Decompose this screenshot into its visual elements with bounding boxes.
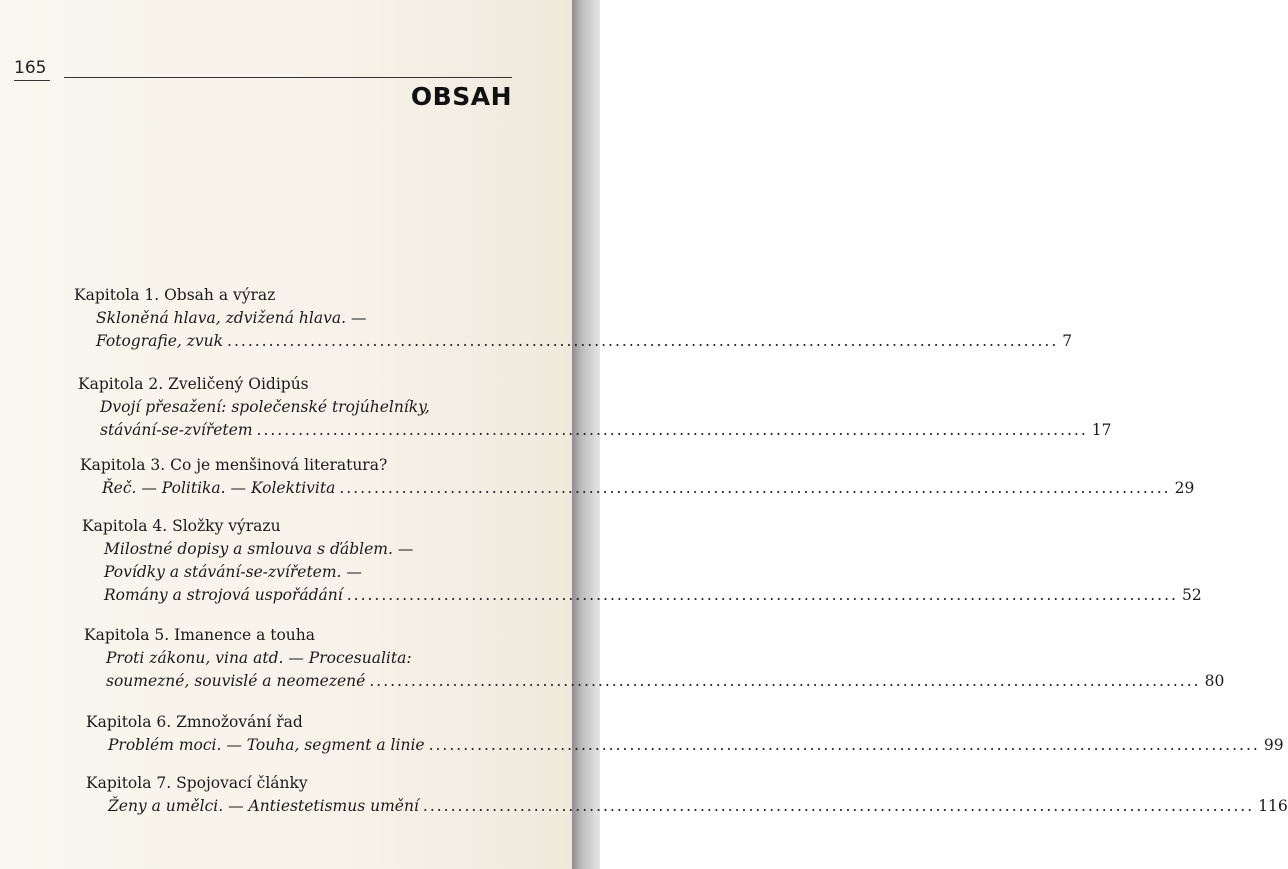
toc-entry-4 bbox=[82, 515, 1202, 607]
subtitle-line: Dvojí přesažení: společenské trojúhelníky, bbox=[100, 398, 430, 416]
page-ref: 80 bbox=[1204, 672, 1225, 690]
dot-leader: ........................................................................................................................ bbox=[227, 332, 1059, 350]
chapter-heading: Kapitola 1. Obsah a výraz bbox=[74, 286, 276, 304]
chapter-heading: Kapitola 5. Imanence a touha bbox=[84, 626, 316, 644]
page-ref: 52 bbox=[1181, 586, 1202, 604]
dot-leader: ........................................................................................................................ bbox=[428, 736, 1260, 754]
chapter-heading: Kapitola 6. Zmnožování řad bbox=[86, 713, 303, 731]
subtitle-line: Ženy a umělci. — Antiestetismus umění bbox=[108, 797, 419, 815]
subtitle-line: soumezné, souvislé a neomezené bbox=[106, 672, 366, 690]
subtitle-last-line bbox=[86, 795, 1288, 818]
toc-entry-7 bbox=[86, 772, 1288, 818]
page-ref: 99 bbox=[1263, 736, 1284, 754]
chapter-heading: Kapitola 4. Složky výrazu bbox=[82, 517, 281, 535]
subtitle-last-line bbox=[82, 584, 1202, 607]
chapter-heading: Kapitola 3. Co je menšinová literatura? bbox=[80, 456, 388, 474]
subtitle-last-line bbox=[74, 330, 1073, 353]
toc-entry-3 bbox=[80, 454, 1195, 500]
page-title: OBSAH bbox=[410, 82, 512, 111]
subtitle-line: Fotografie, zvuk bbox=[96, 332, 224, 350]
subtitle-line: Romány a strojová uspořádání bbox=[104, 586, 343, 604]
chapter-heading: Kapitola 2. Zveličený Oidipús bbox=[78, 375, 309, 393]
subtitle-line: Povídky a stávání-se-zvířetem. — bbox=[104, 563, 362, 581]
subtitle-line: Proti zákonu, vina atd. — Procesualita: bbox=[106, 649, 412, 667]
toc-entry-2 bbox=[78, 373, 1112, 442]
page-ref: 7 bbox=[1062, 332, 1073, 350]
subtitle-line: Skloněná hlava, zdvižená hlava. — bbox=[96, 309, 367, 327]
header-rule bbox=[64, 77, 512, 78]
toc-entry-1 bbox=[74, 284, 1073, 353]
subtitle-line: Milostné dopisy a smlouva s ďáblem. — bbox=[104, 540, 414, 558]
subtitle-line: Problém moci. — Touha, segment a linie bbox=[108, 736, 425, 754]
subtitle-last-line bbox=[86, 734, 1284, 757]
dot-leader: ........................................................................................................................ bbox=[346, 586, 1178, 604]
toc-entry-5 bbox=[84, 624, 1225, 693]
page-ref: 17 bbox=[1091, 421, 1112, 439]
page-ref: 29 bbox=[1174, 479, 1195, 497]
subtitle-line: Řeč. — Politika. — Kolektivita bbox=[102, 479, 336, 497]
page-number: 165 bbox=[14, 58, 47, 78]
page-number-underline bbox=[14, 80, 50, 81]
subtitle-last-line bbox=[80, 477, 1195, 500]
dot-leader: ........................................................................................................................ bbox=[339, 479, 1171, 497]
toc-entry-6 bbox=[86, 711, 1284, 757]
subtitle-last-line bbox=[78, 419, 1112, 442]
chapter-heading: Kapitola 7. Spojovací články bbox=[86, 774, 308, 792]
subtitle-last-line bbox=[84, 670, 1225, 693]
dot-leader: ........................................................................................................................ bbox=[256, 421, 1088, 439]
dot-leader: ........................................................................................................................ bbox=[422, 797, 1255, 815]
page-ref: 116 bbox=[1258, 797, 1288, 815]
subtitle-line: stávání-se-zvířetem bbox=[100, 421, 253, 439]
dot-leader: ........................................................................................................................ bbox=[369, 672, 1201, 690]
